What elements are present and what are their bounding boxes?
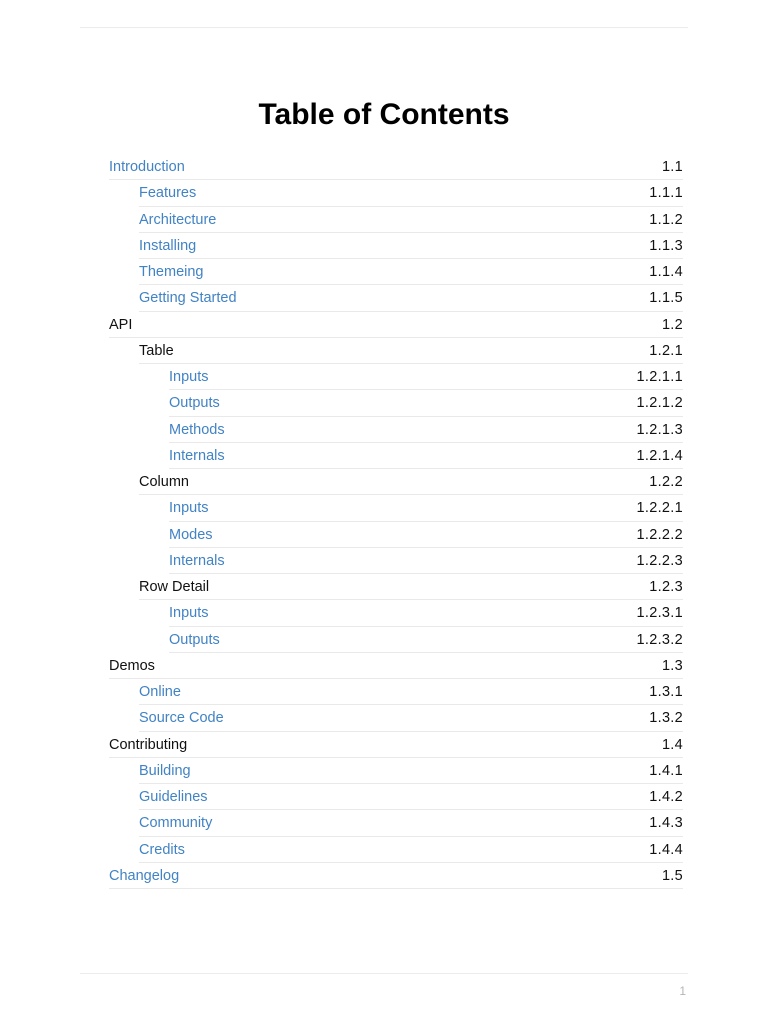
toc-entry[interactable] — [109, 758, 683, 784]
footer-divider — [80, 973, 688, 974]
toc-entry-number: 1.1.4 — [649, 264, 683, 281]
toc-entry — [109, 338, 683, 364]
toc-entry[interactable] — [109, 548, 683, 574]
toc-entry[interactable] — [109, 600, 683, 626]
toc-entry-number: 1.2.2 — [649, 474, 683, 491]
toc-entry-number: 1.4.4 — [649, 841, 683, 858]
toc-entry-link[interactable]: Installing — [139, 237, 197, 254]
toc-entry — [109, 574, 683, 600]
toc-entry[interactable] — [109, 390, 683, 416]
toc-entry-number: 1.1 — [661, 159, 683, 176]
toc-entry-number: 1.2 — [661, 316, 683, 333]
toc-entry-link[interactable]: Community — [139, 815, 213, 832]
toc-entry-number: 1.4.2 — [649, 789, 683, 806]
toc-entry[interactable] — [109, 495, 683, 521]
toc-entry-link[interactable]: Architecture — [139, 211, 217, 228]
toc-entry-link[interactable]: Inputs — [169, 369, 209, 386]
toc-entry-divider — [109, 888, 683, 889]
toc-entry-number: 1.1.3 — [649, 237, 683, 254]
page-number: 1 — [679, 984, 686, 998]
toc-entry[interactable] — [109, 784, 683, 810]
toc-entry[interactable] — [109, 259, 683, 285]
toc-entry-link[interactable]: Credits — [139, 841, 185, 858]
toc-entry-number: 1.3.1 — [649, 684, 683, 701]
toc-entry[interactable] — [109, 627, 683, 653]
toc-entry-heading: Demos — [109, 657, 155, 674]
toc-entry-number: 1.2.1.2 — [636, 395, 683, 412]
toc-entry[interactable] — [109, 417, 683, 443]
toc-entry-link[interactable]: Features — [139, 185, 197, 202]
toc-entry — [109, 312, 683, 338]
toc-entry-number: 1.2.2.2 — [636, 526, 683, 543]
toc-entry-number: 1.2.3 — [649, 579, 683, 596]
toc-entry[interactable] — [109, 863, 683, 889]
toc-entry-link[interactable]: Online — [139, 684, 181, 701]
toc-entry[interactable] — [109, 364, 683, 390]
toc-entry-heading: API — [109, 316, 133, 333]
toc-entry — [109, 469, 683, 495]
toc-entry[interactable] — [109, 837, 683, 863]
toc-entry-link[interactable]: Outputs — [169, 395, 220, 412]
toc-entry-link[interactable]: Methods — [169, 421, 225, 438]
toc-entry-number: 1.2.1.3 — [636, 421, 683, 438]
toc-entry-link[interactable]: Guidelines — [139, 789, 208, 806]
toc-entry-link[interactable]: Internals — [169, 552, 225, 569]
toc-entry-number: 1.2.2.3 — [636, 552, 683, 569]
toc-entry-link[interactable]: Inputs — [169, 500, 209, 517]
toc-entry-link[interactable]: Changelog — [109, 867, 180, 884]
toc-entry-number: 1.2.2.1 — [636, 500, 683, 517]
toc-entry-link[interactable]: Introduction — [109, 159, 185, 176]
toc-entry[interactable] — [109, 207, 683, 233]
toc-entry-link[interactable]: Modes — [169, 526, 213, 543]
page-title: Table of Contents — [258, 98, 510, 131]
toc-entry-heading: Column — [139, 474, 189, 491]
toc-entry-link[interactable]: Themeing — [139, 264, 204, 281]
toc-entry — [109, 653, 683, 679]
toc-entry[interactable] — [109, 810, 683, 836]
toc-entry[interactable] — [109, 180, 683, 206]
toc-entry-number: 1.2.1 — [649, 342, 683, 359]
toc-entry-number: 1.2.3.2 — [636, 631, 683, 648]
toc-entry-number: 1.2.3.1 — [636, 605, 683, 622]
toc-entry-number: 1.2.1.1 — [636, 369, 683, 386]
toc-entry-heading: Row Detail — [139, 579, 210, 596]
toc-entry-link[interactable]: Internals — [169, 447, 225, 464]
toc-entry-number: 1.5 — [661, 867, 683, 884]
toc-entry-number: 1.1.2 — [649, 211, 683, 228]
header-divider — [80, 27, 688, 28]
toc-entry[interactable] — [109, 679, 683, 705]
toc-entry-number: 1.1.1 — [649, 185, 683, 202]
toc-entry[interactable] — [109, 154, 683, 180]
toc-entry-heading: Table — [139, 342, 174, 359]
toc-entry-link[interactable]: Building — [139, 762, 191, 779]
toc-entry-number: 1.4.1 — [649, 762, 683, 779]
toc-entry[interactable] — [109, 285, 683, 311]
toc-entry-link[interactable]: Inputs — [169, 605, 209, 622]
toc-entry-link[interactable]: Source Code — [139, 710, 224, 727]
toc-entry-link[interactable]: Getting Started — [139, 290, 237, 307]
toc-entry-link[interactable]: Outputs — [169, 631, 220, 648]
toc-entry-number: 1.4 — [661, 736, 683, 753]
toc-entry[interactable] — [109, 522, 683, 548]
toc-entry-number: 1.1.5 — [649, 290, 683, 307]
toc-entry[interactable] — [109, 443, 683, 469]
toc-entry-heading: Contributing — [109, 736, 188, 753]
toc-entry-number: 1.3.2 — [649, 710, 683, 727]
toc-entry-number: 1.4.3 — [649, 815, 683, 832]
toc-entry-number: 1.3 — [661, 657, 683, 674]
toc-entry — [109, 732, 683, 758]
toc-entry[interactable] — [109, 705, 683, 731]
toc-entry[interactable] — [109, 233, 683, 259]
toc-entry-number: 1.2.1.4 — [636, 447, 683, 464]
table-of-contents — [109, 154, 683, 889]
